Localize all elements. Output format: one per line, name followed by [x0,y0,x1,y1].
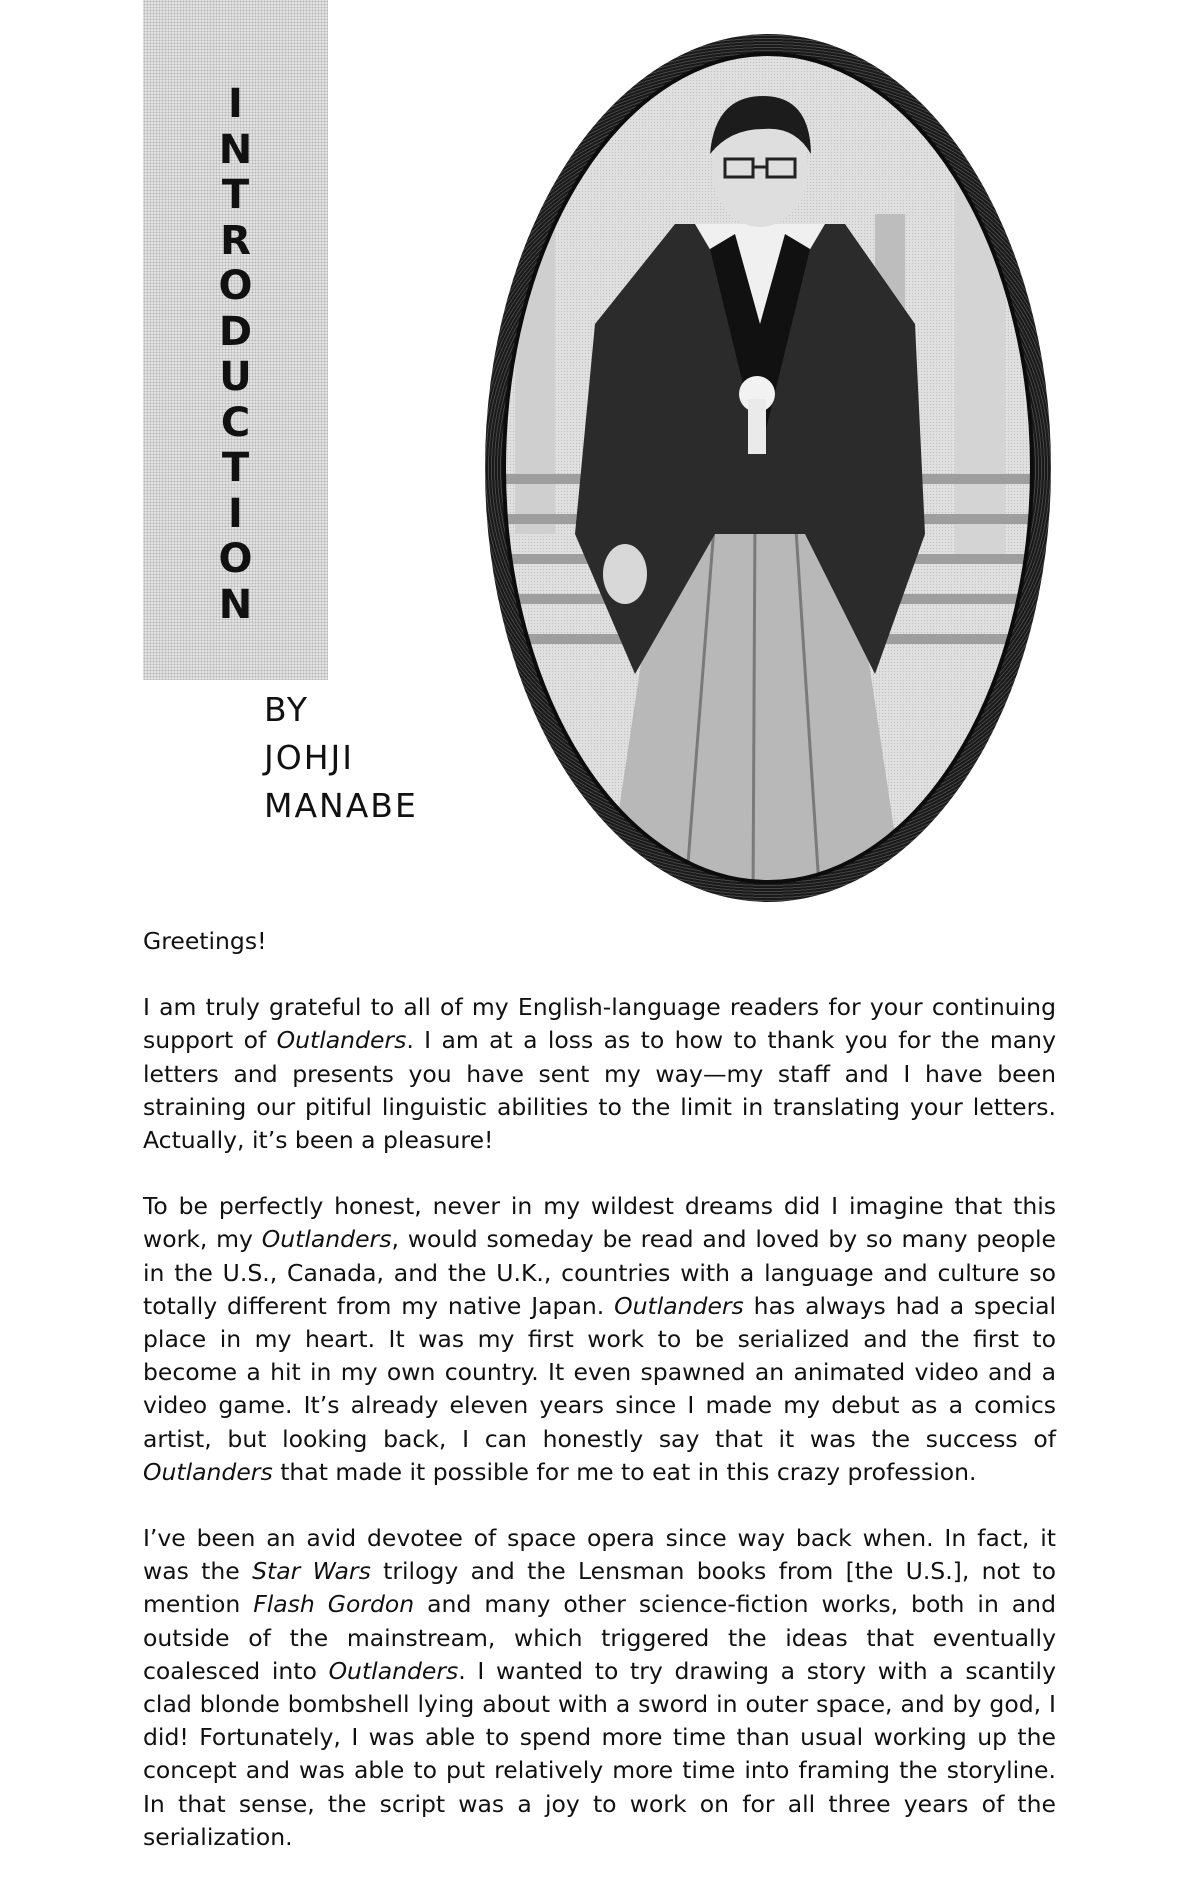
text-run: I am truly grateful to all of my English-language readers for your continuing support of [143,993,1056,1055]
title-star-wars: Star Wars [252,1557,371,1586]
text-run: I’ve been an avid devotee of space opera since way back when. In fact, it was the [143,1524,1056,1586]
title-letter: R [220,217,251,264]
text-run: that made it possible for me to eat in this crazy profession. [272,1457,977,1486]
title-letter: I [228,81,243,127]
greeting-paragraph: Greetings! [143,927,267,955]
text-run: . I am at a loss as to how to thank you for the many letters and presents you have sent my way—my staff and I have been straining our pitiful linguistic abilities to the limit in translating your letters. Actually, it’s been a pleasure! [143,1026,1056,1155]
title-flash-gordon: Flash Gordon [253,1590,415,1619]
text-run: To be perfectly honest, never in my wildest dreams did I imagine that this work, my [143,1192,1056,1254]
portrait-photo-icon [485,34,1051,902]
title-outlanders: Outlanders [276,1026,407,1055]
title-outlanders: Outlanders [143,1457,273,1486]
title-letter: O [218,536,253,582]
text-run: and many other science-fiction works, both in and outside of the mainstream, which triggered the ideas that eventually coalesced into [143,1590,1056,1685]
title-letter: C [220,399,251,446]
byline-first-name: JOHJI [264,738,354,777]
title-letter: N [218,126,253,173]
title-letter: T [221,172,250,218]
title-letter: U [219,354,252,400]
byline-last-name: MANABE [264,786,418,825]
author-byline [264,686,418,830]
paragraph-3 [143,1522,1056,1854]
byline-by: BY [264,690,309,729]
text-run: has always had a special place in my heart. It was my first work to be serialized and the first to become a hit in my own country. It even spawned an animated video and a video game. It’s already eleven years since I made my debut as a comics artist, but looking back, I can honestly say that it was the success of [143,1291,1056,1453]
title-outlanders: Outlanders [614,1291,744,1320]
text-run: trilogy and the Lensman books from [the U.S.], not to mention [143,1557,1057,1619]
title-introduction [143,82,328,628]
title-letter: T [221,445,250,491]
title-letter: I [228,490,243,537]
title-letter: N [218,581,253,628]
text-run: . I wanted to try drawing a story with a scantily clad blonde bombshell lying about with a sword in outer space, and by god, I did! Fortunately, I was able to spend more time than usual working up the concept and was able to put relatively more time into framing the storyline. In that sense, the script was a joy to work on for all three years of the serialization. [143,1656,1056,1851]
paragraph-1 [143,991,1056,1157]
author-portrait-frame [485,34,1051,902]
title-banner [143,0,328,680]
title-outlanders: Outlanders [328,1656,459,1685]
title-letter: O [218,263,253,309]
title-letter: D [218,308,253,355]
paragraph-2 [143,1190,1056,1489]
text-run: , would someday be read and loved by so many people in the U.S., Canada, and the U.K., countries with a language and culture so totally different from my native Japan. [143,1225,1056,1320]
introduction-text [143,925,1056,1887]
title-outlanders: Outlanders [261,1225,392,1254]
